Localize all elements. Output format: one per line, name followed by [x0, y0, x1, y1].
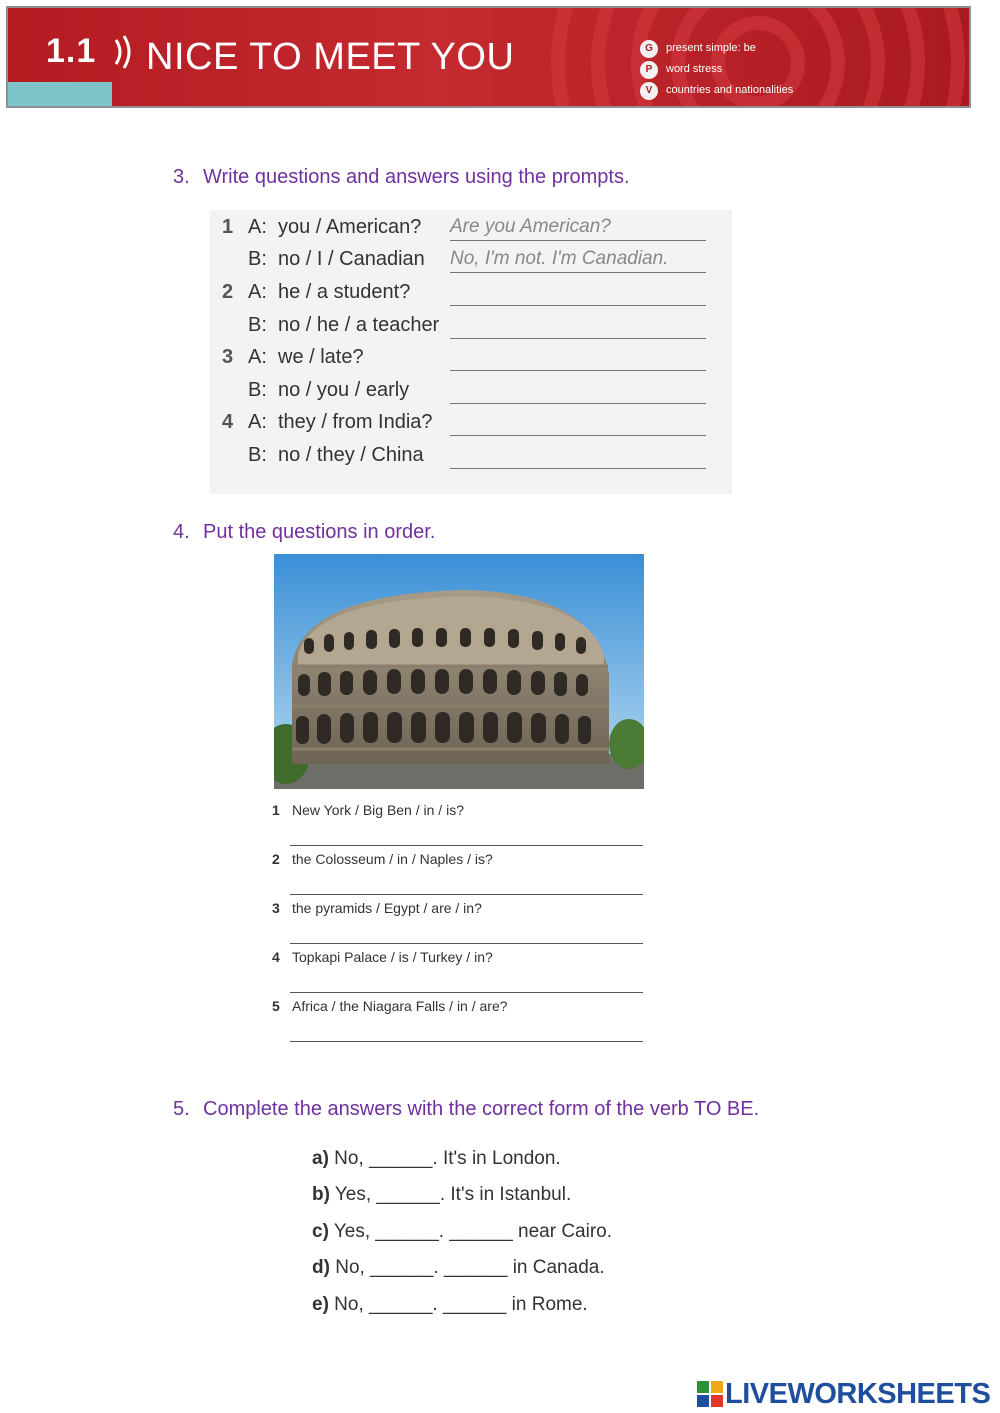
- item-sentence[interactable]: No, ______. ______ in Canada.: [329, 1257, 605, 1278]
- item-prompt: the pyramids / Egypt / are / in?: [292, 900, 482, 916]
- answer-field[interactable]: [450, 411, 706, 436]
- answer-field[interactable]: Are you American?: [450, 216, 706, 241]
- item-letter: a): [312, 1148, 329, 1169]
- item-prompt: Africa / the Niagara Falls / in / are?: [292, 998, 508, 1014]
- exercise4-item: [272, 900, 644, 916]
- teal-strip: [8, 82, 112, 106]
- item-sentence[interactable]: Yes, ______. It's in Istanbul.: [329, 1184, 572, 1205]
- item-prompt: Topkapi Palace / is / Turkey / in?: [292, 949, 493, 965]
- speaker-label: A:: [248, 216, 267, 238]
- logo-text: LIVEWORKSHEETS: [725, 1377, 991, 1410]
- item-letter: e): [312, 1294, 329, 1315]
- exercise-number: 3.: [173, 166, 190, 188]
- tag-text: present simple: be: [666, 42, 756, 54]
- prompt-text: he / a student?: [278, 281, 411, 303]
- speaker-label: B:: [248, 248, 267, 270]
- tag-vocabulary: [640, 80, 793, 101]
- exercise4-item: [272, 851, 644, 867]
- grammar-badge-icon: G: [640, 40, 658, 58]
- header-banner: [6, 6, 971, 108]
- item-prompt: the Colosseum / in / Naples / is?: [292, 851, 493, 867]
- exercise-instruction: Write questions and answers using the prompts.: [203, 166, 630, 188]
- prompt-text: you / American?: [278, 216, 422, 238]
- item-sentence[interactable]: Yes, ______. ______ near Cairo.: [328, 1221, 613, 1242]
- exercise5-item: [312, 1294, 588, 1316]
- exercise-instruction: Put the questions in order.: [203, 521, 436, 543]
- exercise-number: 5.: [173, 1098, 190, 1120]
- prompt-text: no / you / early: [278, 379, 410, 401]
- exercise4-item: [272, 802, 644, 818]
- exercise5-item: [312, 1257, 605, 1279]
- answer-field[interactable]: No, I'm not. I'm Canadian.: [450, 248, 706, 273]
- speaker-label: A:: [248, 346, 267, 368]
- prompt-text: no / he / a teacher: [278, 314, 440, 336]
- prompt-text: they / from India?: [278, 411, 433, 433]
- answer-line[interactable]: [290, 1041, 643, 1042]
- speaker-label: A:: [248, 411, 267, 433]
- answer-line[interactable]: [290, 845, 643, 846]
- item-number: 3: [272, 900, 280, 916]
- exercise5-item: [312, 1148, 561, 1170]
- answer-line[interactable]: [290, 992, 643, 993]
- answer-field[interactable]: [450, 379, 706, 404]
- item-letter: b): [312, 1184, 330, 1205]
- lesson-tags: [640, 38, 793, 101]
- item-number: 1: [222, 216, 234, 238]
- exercise-instruction: Complete the answers with the correct form of the verb TO BE.: [203, 1098, 760, 1120]
- answer-line[interactable]: [290, 894, 643, 895]
- prompt-text: no / they / China: [278, 444, 424, 466]
- item-number: 1: [272, 802, 280, 818]
- prompt-text: no / I / Canadian: [278, 248, 425, 270]
- item-number: 2: [272, 851, 280, 867]
- tag-pronunciation: [640, 59, 793, 80]
- exercise4-item: [272, 949, 644, 965]
- liveworksheets-logo: [697, 1376, 990, 1412]
- colosseum-photo: [274, 554, 644, 789]
- sound-wave-icon: [112, 32, 138, 72]
- exercise5-item: [312, 1184, 571, 1206]
- speaker-label: B:: [248, 444, 267, 466]
- tag-text: word stress: [666, 63, 723, 75]
- exercise3-panel: [210, 210, 732, 494]
- exercise-number: 4.: [173, 521, 190, 543]
- speaker-label: B:: [248, 314, 267, 336]
- item-sentence[interactable]: No, ______. It's in London.: [328, 1148, 561, 1169]
- item-prompt: New York / Big Ben / in / is?: [292, 802, 464, 818]
- lesson-title: NICE TO MEET YOU: [146, 36, 515, 78]
- item-sentence[interactable]: No, ______. ______ in Rome.: [328, 1294, 588, 1315]
- exercise5-item: [312, 1221, 612, 1243]
- exercise3-heading: [173, 166, 630, 189]
- tag-grammar: [640, 38, 793, 59]
- answer-field[interactable]: [450, 346, 706, 371]
- prompt-text: we / late?: [278, 346, 364, 368]
- answer-field[interactable]: [450, 444, 706, 469]
- item-letter: c): [312, 1221, 329, 1242]
- liveworksheets-logo-icon: [697, 1381, 723, 1407]
- item-number: 2: [222, 281, 234, 303]
- exercise4-item: [272, 998, 644, 1014]
- item-number: 4: [272, 949, 280, 965]
- lesson-number: 1.1: [46, 32, 97, 70]
- item-number: 5: [272, 998, 280, 1014]
- answer-field[interactable]: [450, 314, 706, 339]
- exercise5-heading: [173, 1098, 759, 1121]
- speaker-label: B:: [248, 379, 267, 401]
- item-number: 3: [222, 346, 234, 368]
- tag-text: countries and nationalities: [666, 84, 794, 96]
- item-letter: d): [312, 1257, 330, 1278]
- pronunciation-badge-icon: P: [640, 61, 658, 79]
- answer-field[interactable]: [450, 281, 706, 306]
- item-number: 4: [222, 411, 234, 433]
- exercise4-heading: [173, 521, 435, 544]
- vocabulary-badge-icon: V: [640, 82, 658, 100]
- speaker-label: A:: [248, 281, 267, 303]
- answer-line[interactable]: [290, 943, 643, 944]
